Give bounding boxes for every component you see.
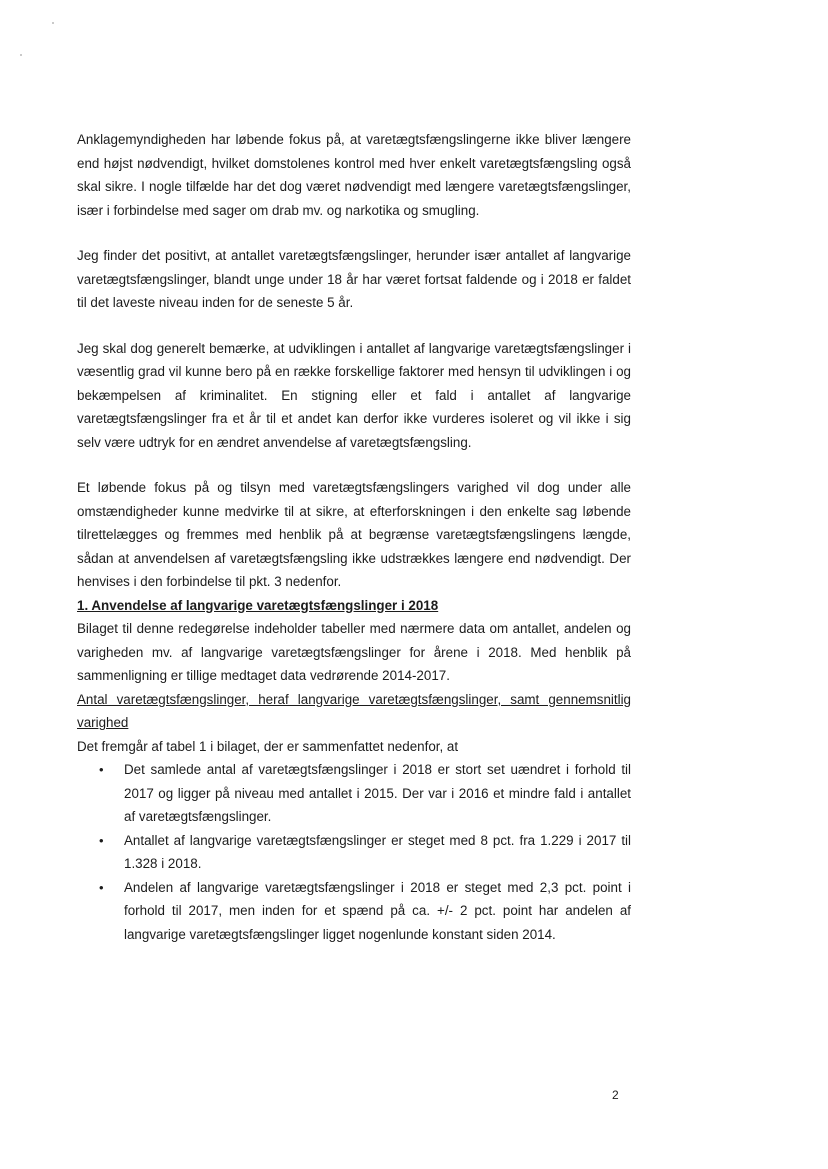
list-item: • Antallet af langvarige varetægtsfængslinger er steget med 8 pct. fra 1.229 i 2017 til 1.328 i 2018.: [77, 829, 631, 876]
paragraph-positive: Jeg finder det positivt, at antallet varetægtsfængslinger, herunder især antallet af langvarige varetægtsfængslinger, blandt unge under 18 år har været fortsat faldende og i 2018 er faldet til det laveste niveau inden for de seneste 5 år.: [77, 248, 631, 310]
section-heading: 1. Anvendelse af langvarige varetægtsfængslinger i 2018: [77, 597, 439, 613]
page-number: 2: [612, 1088, 619, 1102]
paragraph-focus: Anklagemyndigheden har løbende fokus på, at varetægtsfængslingerne ikke bliver længere end højst nødvendigt, hvilket domstolenes kontrol med hver enkelt varetægtsfængsling også skal sikre. I nogle tilfælde har det dog været nødvendigt med længere varetægtsfængslinger, især i forbindelse med sager om drab mv. og narkotika og smugling.: [77, 132, 631, 218]
subsection-intro: Det fremgår af tabel 1 i bilaget, der er sammenfattet nedenfor, at: [77, 738, 459, 754]
paragraph-remark: Jeg skal dog generelt bemærke, at udviklingen i antallet af langvarige varetægtsfængslinger i væsentlig grad vil kunne bero på en række forskellige faktorer med hensyn til udviklingen i og bekæmpelsen af kriminalitet. En stigning eller et fald i antallet af langvarige varetægtsfængslinger fra et år til et andet kan derfor ikke vurderes isoleret og vil ikke i sig selv være udtryk for en ændret anvendelse af varetægtsfængsling.: [77, 340, 631, 450]
paragraph-supervision: Et løbende fokus på og tilsyn med varetægtsfængslingers varighed vil dog under alle omstændigheder kunne medvirke til at sikre, at efterforskningen i den enkelte sag løbende tilrettelægges og fremmes med henblik på at begrænse varetægtsfængslingens længde, sådan at anvendelsen af varetægtsfængsling ikke udstrækkes længere end nødvendigt. Der henvises i den forbindelse til pkt. 3 nedenfor.: [77, 480, 631, 589]
list-item: • Det samlede antal af varetægtsfængslinger i 2018 er stort set uændret i forhold til 2017 og ligger på niveau med antallet i 2015. Der var i 2016 et mindre fald i antallet af varetægtsfængslinger.: [77, 758, 631, 829]
section-body: Bilaget til denne redegørelse indeholder tabeller med nærmere data om antallet, andelen og varigheden mv. af langvarige varetægtsfængslinger for årene i 2018. Med henblik på sammenligning er tillige medtaget data vedrørende 2014-2017.: [77, 621, 631, 683]
document-body: [77, 128, 631, 946]
subsection-heading: Antal varetægtsfængslinger, heraf langvarige varetægtsfængslinger, samt gennemsnitlig varighed: [77, 691, 631, 730]
list-item: • Andelen af langvarige varetægtsfængslinger i 2018 er steget med 2,3 pct. point i forhold til 2017, men inden for et spænd på ca. +/- 2 pct. point har andelen af langvarige varetægtsfængslinger ligget nogenlunde konstant siden 2014.: [77, 876, 631, 947]
scan-speck: [52, 22, 54, 24]
scan-speck: [20, 54, 22, 56]
bullet-list: [77, 758, 631, 946]
